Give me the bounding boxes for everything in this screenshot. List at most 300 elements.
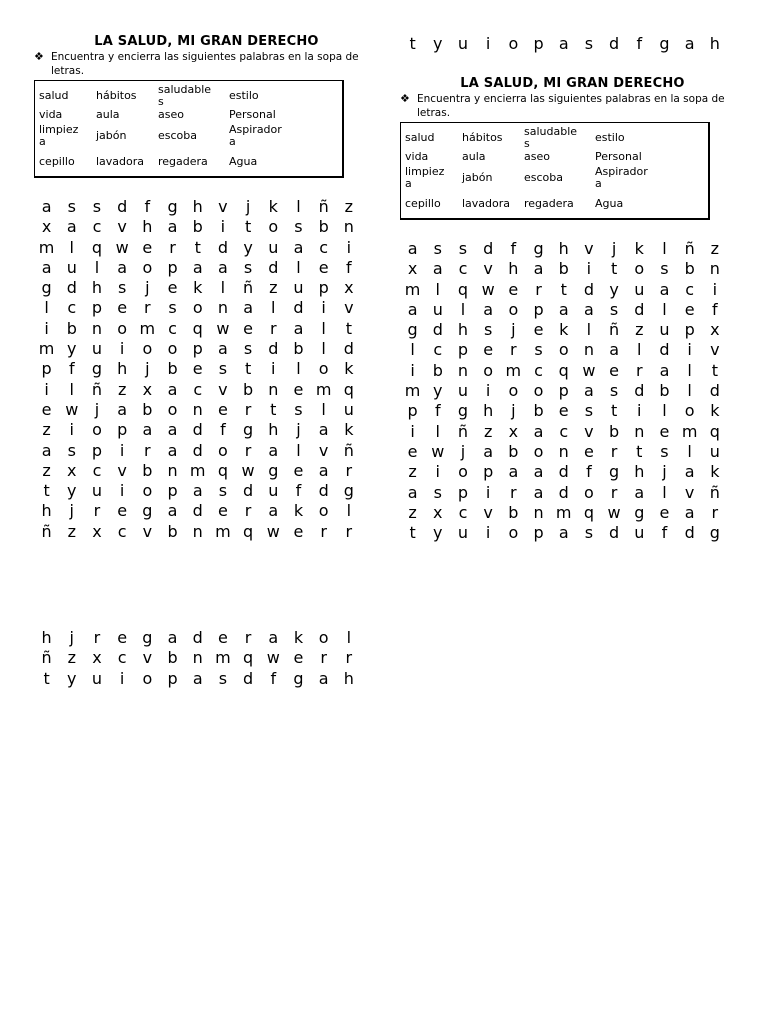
- grid-letter: l: [69, 379, 74, 399]
- grid-letter: j: [69, 501, 74, 521]
- diamond-bullet-icon: ❖: [400, 92, 410, 105]
- grid-row: [34, 648, 361, 668]
- grid-letter: v: [117, 460, 127, 480]
- grid-letter: v: [710, 340, 720, 360]
- word-item: estilo: [595, 131, 625, 144]
- grid-letter: e: [293, 379, 304, 399]
- grid-letter: f: [144, 197, 151, 216]
- grid-letter: r: [610, 441, 618, 461]
- grid-letter: ñ: [457, 421, 469, 441]
- grid-letter: a: [293, 318, 304, 338]
- page-title: LA SALUD, MI GRAN DERECHO: [94, 34, 319, 49]
- grid-letter: x: [142, 379, 153, 399]
- grid-letter: s: [584, 523, 594, 543]
- grid-letter: a: [117, 399, 128, 419]
- grid-letter: e: [167, 278, 178, 298]
- grid-letter: h: [457, 320, 469, 340]
- grid-letter: r: [610, 482, 618, 502]
- grid-letter: i: [119, 440, 125, 460]
- grid-letter: l: [460, 299, 466, 319]
- instruction: [400, 92, 745, 120]
- word-item: vida: [39, 108, 63, 121]
- worksheet-left: [34, 34, 379, 178]
- grid-letter: a: [558, 523, 569, 543]
- grid-letter: l: [435, 421, 440, 441]
- grid-letter: g: [268, 460, 279, 480]
- word-item: cepillo: [405, 197, 441, 210]
- grid-letter: e: [583, 441, 594, 461]
- grid-letter: v: [218, 197, 228, 216]
- grid-letter: n: [217, 298, 228, 318]
- grid-letter: w: [266, 521, 280, 541]
- grid-letter: d: [634, 381, 645, 401]
- grid-row: [34, 461, 361, 481]
- grid-letter: k: [559, 320, 569, 340]
- grid-letter: r: [345, 521, 353, 541]
- grid-letter: a: [41, 197, 52, 216]
- grid-letter: o: [533, 441, 544, 461]
- grid-letter: r: [345, 460, 353, 480]
- word-item: saludable s: [158, 83, 212, 108]
- grid-letter: o: [268, 217, 279, 237]
- grid-letter: p: [91, 298, 103, 318]
- word-item: estilo: [229, 89, 259, 102]
- grid-letter: j: [296, 420, 301, 440]
- grid-letter: m: [38, 339, 55, 359]
- grid-letter: i: [485, 482, 491, 502]
- grid-letter: m: [139, 318, 156, 338]
- grid-letter: a: [584, 299, 594, 319]
- grid-letter: ñ: [684, 239, 695, 258]
- grid-letter: e: [117, 298, 128, 318]
- grid-letter: o: [167, 399, 178, 419]
- grid-letter: o: [508, 523, 519, 543]
- grid-letter: e: [533, 320, 544, 340]
- grid-letter: a: [684, 502, 695, 522]
- grid-letter: i: [410, 360, 415, 380]
- grid-letter: a: [167, 501, 178, 521]
- grid-letter: d: [659, 340, 670, 360]
- grid-letter: w: [431, 441, 445, 461]
- grid-letter: s: [294, 217, 303, 237]
- grid-letter: u: [634, 523, 645, 543]
- grid-letter: q: [243, 648, 254, 668]
- grid-letter: r: [93, 501, 101, 521]
- grid-letter: e: [659, 502, 670, 522]
- grid-letter: x: [92, 648, 102, 668]
- grid-letter: a: [41, 257, 52, 277]
- grid-letter: s: [117, 278, 127, 298]
- word-item: Agua: [595, 197, 624, 210]
- grid-letter: z: [269, 278, 278, 298]
- grid-letter: y: [433, 523, 443, 543]
- grid-letter: q: [217, 460, 228, 480]
- grid-letter: d: [483, 239, 494, 258]
- grid-letter: v: [142, 521, 153, 541]
- grid-letter: c: [685, 279, 695, 299]
- grid-row: [34, 339, 361, 359]
- grid-letter: r: [635, 360, 643, 380]
- grid-letter: p: [533, 34, 544, 53]
- grid-letter: w: [216, 318, 230, 338]
- grid-letter: e: [142, 237, 153, 257]
- word-item: Aspirador a: [229, 123, 282, 148]
- grid-letter: m: [555, 502, 572, 522]
- grid-letter: g: [609, 462, 620, 482]
- overflow-grid-bottom-left: [34, 628, 361, 689]
- grid-letter: i: [712, 279, 718, 299]
- grid-letter: y: [243, 237, 253, 257]
- grid-row: [400, 381, 727, 401]
- grid-letter: a: [142, 420, 153, 440]
- grid-letter: l: [346, 628, 352, 647]
- grid-letter: q: [583, 502, 594, 522]
- grid-letter: o: [92, 420, 102, 440]
- grid-letter: f: [68, 359, 75, 379]
- grid-letter: d: [318, 481, 329, 501]
- grid-letter: l: [321, 318, 326, 338]
- grid-letter: q: [192, 318, 203, 338]
- instruction: [34, 50, 379, 78]
- grid-letter: e: [217, 628, 228, 647]
- grid-letter: f: [636, 34, 643, 53]
- grid-letter: t: [636, 441, 643, 461]
- grid-letter: o: [142, 481, 153, 501]
- grid-letter: p: [318, 278, 329, 298]
- grid-letter: p: [457, 340, 469, 360]
- grid-letter: c: [319, 237, 329, 257]
- grid-letter: a: [407, 239, 418, 258]
- grid-letter: e: [609, 360, 620, 380]
- grid-letter: g: [407, 320, 418, 340]
- grid-letter: l: [410, 340, 415, 360]
- diamond-bullet-icon: ❖: [34, 50, 44, 63]
- grid-letter: g: [709, 523, 720, 543]
- grid-letter: g: [343, 481, 354, 501]
- grid-letter: y: [67, 668, 77, 688]
- grid-letter: s: [609, 381, 619, 401]
- grid-row: [400, 483, 727, 503]
- grid-letter: p: [167, 668, 178, 688]
- grid-letter: k: [268, 197, 278, 216]
- grid-letter: o: [684, 401, 695, 421]
- grid-letter: d: [268, 339, 279, 359]
- grid-letter: o: [142, 339, 153, 359]
- grid-letter: g: [533, 239, 544, 258]
- grid-letter: q: [558, 360, 569, 380]
- grid-letter: r: [345, 648, 353, 668]
- grid-letter: ñ: [343, 440, 354, 460]
- grid-letter: a: [508, 462, 519, 482]
- grid-letter: k: [293, 501, 304, 521]
- grid-row: [34, 278, 361, 298]
- grid-letter: q: [343, 379, 354, 399]
- grid-letter: t: [610, 259, 618, 279]
- word-item: escoba: [158, 129, 197, 142]
- grid-letter: i: [485, 381, 491, 401]
- grid-letter: l: [687, 381, 692, 401]
- grid-letter: i: [637, 401, 642, 421]
- grid-letter: t: [244, 217, 252, 237]
- grid-letter: d: [432, 320, 443, 340]
- grid-letter: f: [661, 523, 668, 543]
- grid-letter: r: [320, 648, 327, 668]
- grid-letter: d: [558, 462, 569, 482]
- grid-letter: d: [217, 237, 228, 257]
- grid-letter: g: [659, 34, 670, 53]
- grid-letter: x: [67, 460, 77, 480]
- grid-letter: s: [609, 299, 619, 319]
- grid-letter: u: [457, 381, 469, 401]
- grid-letter: y: [67, 481, 77, 501]
- grid-letter: l: [321, 339, 326, 359]
- grid-letter: l: [220, 278, 226, 298]
- grid-letter: l: [296, 359, 301, 379]
- grid-letter: z: [344, 197, 354, 216]
- grid-letter: k: [344, 359, 354, 379]
- grid-letter: n: [634, 421, 645, 441]
- grid-letter: o: [142, 257, 153, 277]
- grid-letter: c: [433, 340, 443, 360]
- worksheet-right: [400, 76, 745, 220]
- grid-letter: y: [433, 34, 443, 53]
- grid-letter: l: [662, 299, 667, 319]
- grid-letter: h: [142, 217, 153, 237]
- grid-letter: k: [344, 420, 354, 440]
- word-item: regadera: [158, 155, 208, 168]
- grid-letter: b: [684, 259, 695, 279]
- grid-letter: u: [268, 237, 279, 257]
- grid-row: [400, 300, 727, 320]
- grid-letter: l: [687, 441, 692, 461]
- word-item: vida: [405, 150, 429, 163]
- grid-letter: m: [505, 360, 522, 380]
- grid-letter: s: [67, 197, 76, 216]
- grid-letter: r: [169, 237, 176, 257]
- grid-row: [34, 380, 361, 400]
- grid-letter: d: [243, 668, 254, 688]
- grid-letter: e: [293, 521, 304, 541]
- grid-letter: i: [410, 421, 415, 441]
- grid-letter: f: [295, 481, 302, 501]
- word-item: Aspirador a: [595, 165, 648, 190]
- grid-letter: h: [41, 501, 52, 521]
- grid-letter: s: [584, 401, 594, 421]
- grid-letter: f: [586, 462, 592, 482]
- grid-letter: v: [344, 298, 354, 318]
- grid-letter: l: [662, 239, 667, 258]
- grid-letter: a: [684, 462, 695, 482]
- grid-letter: i: [69, 420, 74, 440]
- grid-row: [34, 258, 361, 278]
- grid-letter: j: [94, 399, 100, 419]
- grid-letter: s: [92, 197, 102, 216]
- grid-letter: b: [558, 259, 569, 279]
- grid-letter: e: [117, 628, 128, 647]
- grid-letter: e: [318, 257, 329, 277]
- grid-letter: d: [709, 381, 720, 401]
- grid-letter: ñ: [318, 197, 329, 216]
- grid-letter: r: [144, 440, 151, 460]
- grid-letter: x: [407, 259, 418, 279]
- grid-letter: t: [43, 481, 50, 501]
- letter-grid-left: [34, 197, 361, 542]
- grid-letter: v: [218, 379, 228, 399]
- grid-letter: j: [460, 441, 466, 461]
- grid-letter: d: [343, 339, 354, 359]
- grid-letter: e: [243, 318, 254, 338]
- grid-letter: n: [91, 318, 103, 338]
- grid-letter: m: [215, 521, 231, 541]
- grid-letter: h: [709, 34, 720, 53]
- word-item: salud: [405, 131, 435, 144]
- grid-row: [400, 320, 727, 340]
- grid-row: [34, 420, 361, 440]
- grid-letter: r: [244, 399, 252, 419]
- grid-letter: a: [584, 381, 594, 401]
- grid-letter: l: [662, 482, 667, 502]
- grid-letter: a: [167, 440, 178, 460]
- grid-letter: ñ: [91, 379, 103, 399]
- grid-letter: x: [508, 421, 519, 441]
- grid-letter: i: [119, 481, 125, 501]
- word-item: Personal: [595, 150, 642, 163]
- grid-letter: o: [318, 359, 329, 379]
- grid-letter: n: [558, 441, 569, 461]
- page-title: LA SALUD, MI GRAN DERECHO: [460, 76, 685, 91]
- word-item: escoba: [524, 171, 563, 184]
- grid-row: [400, 259, 727, 279]
- grid-letter: z: [408, 502, 417, 522]
- grid-letter: y: [67, 339, 77, 359]
- grid-letter: l: [637, 340, 642, 360]
- grid-letter: p: [684, 320, 695, 340]
- grid-letter: p: [91, 440, 103, 460]
- grid-letter: e: [483, 340, 494, 360]
- grid-letter: m: [404, 279, 421, 299]
- grid-letter: o: [218, 440, 228, 460]
- grid-letter: q: [457, 279, 469, 299]
- word-list: [400, 122, 710, 220]
- grid-letter: i: [44, 318, 49, 338]
- grid-letter: h: [508, 259, 519, 279]
- word-item: limpiez a: [405, 165, 445, 190]
- grid-letter: o: [533, 381, 544, 401]
- grid-letter: c: [92, 217, 102, 237]
- grid-letter: a: [167, 420, 178, 440]
- grid-letter: z: [67, 648, 76, 668]
- grid-letter: ñ: [41, 521, 52, 541]
- word-item: lavadora: [96, 155, 145, 168]
- grid-letter: r: [244, 440, 252, 460]
- grid-letter: d: [117, 197, 128, 216]
- grid-letter: v: [584, 239, 594, 258]
- grid-letter: p: [167, 481, 178, 501]
- grid-letter: a: [293, 237, 304, 257]
- grid-letter: a: [609, 340, 619, 360]
- grid-letter: h: [192, 197, 203, 216]
- word-item: salud: [39, 89, 69, 102]
- grid-letter: a: [167, 379, 178, 399]
- grid-letter: p: [483, 462, 494, 482]
- grid-letter: a: [66, 217, 77, 237]
- grid-letter: v: [483, 502, 493, 522]
- grid-letter: x: [92, 521, 102, 541]
- grid-letter: e: [293, 460, 304, 480]
- grid-letter: n: [192, 399, 203, 419]
- grid-letter: r: [711, 502, 719, 522]
- grid-letter: a: [218, 257, 228, 277]
- grid-letter: p: [117, 420, 128, 440]
- grid-letter: a: [634, 482, 645, 502]
- grid-letter: d: [634, 299, 645, 319]
- grid-letter: s: [433, 482, 442, 502]
- grid-letter: a: [243, 298, 253, 318]
- grid-letter: u: [293, 278, 304, 298]
- grid-letter: s: [67, 440, 76, 460]
- grid-letter: u: [91, 339, 103, 359]
- grid-letter: f: [270, 668, 277, 688]
- grid-letter: e: [41, 399, 52, 419]
- grid-letter: w: [65, 399, 79, 419]
- grid-letter: i: [271, 359, 276, 379]
- grid-letter: l: [296, 440, 301, 460]
- grid-letter: p: [533, 299, 544, 319]
- grid-letter: h: [91, 278, 103, 298]
- grid-letter: z: [483, 421, 493, 441]
- grid-row: [34, 217, 361, 237]
- grid-row: [400, 523, 727, 543]
- grid-letter: v: [584, 421, 594, 441]
- grid-letter: k: [293, 628, 304, 647]
- grid-letter: a: [167, 217, 178, 237]
- grid-letter: z: [408, 462, 417, 482]
- grid-letter: c: [193, 379, 203, 399]
- grid-letter: b: [142, 399, 153, 419]
- grid-letter: c: [458, 259, 468, 279]
- grid-row: [34, 441, 361, 461]
- grid-letter: i: [220, 217, 226, 237]
- grid-row: [34, 628, 361, 648]
- grid-letter: l: [435, 279, 440, 299]
- grid-letter: i: [435, 462, 440, 482]
- grid-row: [34, 298, 361, 318]
- grid-letter: w: [115, 237, 129, 257]
- grid-letter: g: [293, 668, 304, 688]
- grid-letter: s: [534, 340, 543, 360]
- grid-letter: c: [559, 421, 569, 441]
- grid-letter: h: [41, 628, 52, 647]
- grid-row: [34, 238, 361, 258]
- grid-letter: q: [709, 421, 720, 441]
- word-item: aula: [462, 150, 486, 163]
- grid-letter: d: [684, 523, 695, 543]
- word-item: aula: [96, 108, 120, 121]
- grid-letter: w: [241, 460, 255, 480]
- grid-letter: w: [266, 648, 280, 668]
- grid-row: [400, 340, 727, 360]
- grid-letter: a: [533, 462, 544, 482]
- grid-letter: b: [167, 521, 178, 541]
- grid-row: [34, 197, 361, 217]
- grid-letter: d: [66, 278, 77, 298]
- grid-letter: c: [92, 460, 102, 480]
- grid-letter: m: [404, 381, 421, 401]
- grid-letter: g: [142, 628, 153, 647]
- overflow-grid-top-right: [400, 34, 727, 54]
- grid-letter: b: [432, 360, 443, 380]
- grid-letter: r: [510, 340, 517, 360]
